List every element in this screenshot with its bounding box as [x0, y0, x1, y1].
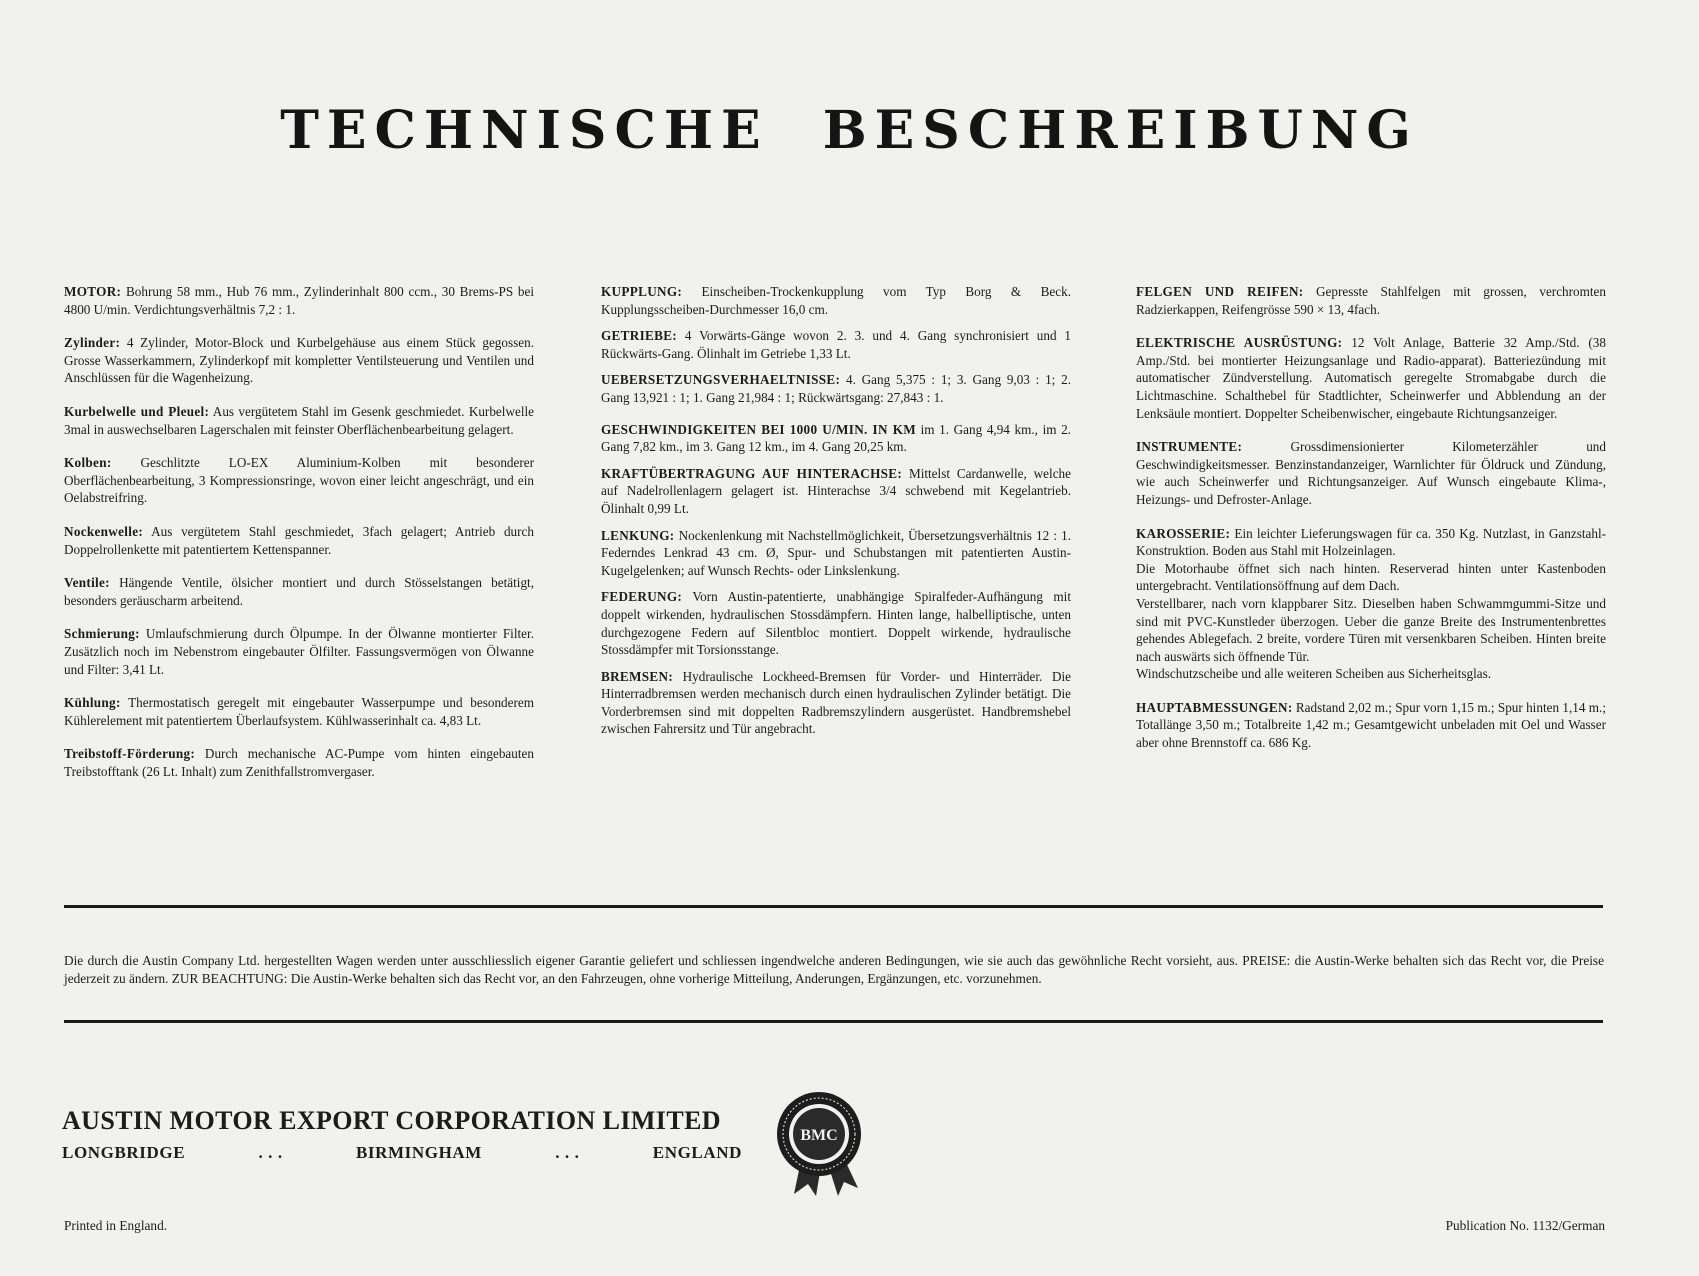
- spec-federung: [601, 588, 1071, 658]
- company-name: AUSTIN MOTOR EXPORT CORPORATION LIMITED: [62, 1106, 721, 1135]
- spec-text: Hängende Ventile, ölsicher montiert und durch Stösselstangen betätigt, besonders geräuscharm arbeitend.: [64, 575, 534, 608]
- spec-getriebe: [601, 327, 1071, 362]
- address-separator: . . .: [258, 1143, 283, 1162]
- spec-text: Hydraulische Lockheed-Bremsen für Vorder- und Hinterräder. Die Hinterradbremsen werden mechanisch durch einen hydraulischen Zylinder betätigt. Die Vorderbremsen sind mit doppelten Radbremszylindern ausgerüstet. Handbremshebel zwischen Fahrersitz und Tür angebracht.: [601, 668, 1071, 737]
- spec-text: Aus vergütetem Stahl im Gesenk geschmiedet. Kurbelwelle 3mal in auswechselbaren Lagerschalen mit feinster Oberflächenbearbeitung gelagert.: [64, 403, 534, 437]
- spec-geschwindigkeiten: [601, 421, 1071, 456]
- city-longbridge: LONGBRIDGE: [62, 1143, 186, 1162]
- spec-label: KAROSSERIE:: [1136, 525, 1231, 541]
- spec-kuehlung: [64, 694, 534, 729]
- spec-label: Nockenwelle:: [64, 523, 144, 539]
- spec-motor: [64, 283, 534, 318]
- spec-kolben: [64, 454, 534, 507]
- spec-label: Ventile:: [64, 575, 110, 591]
- spec-text: Vorn Austin-patentierte, unabhängige Spiralfeder-Aufhängung mit doppelt wirkenden, hydraulischen Stossdämpfern. Hinten lange, halbelliptische, unten durchgezogene Federn auf Silentbloc montiert. Doppelt wirkende, hydraulische Stossdämpfer mit Torsionsstange.: [601, 589, 1071, 658]
- spec-karosserie: [1136, 525, 1606, 683]
- spec-text: Nockenlenkung mit Nachstellmöglichkeit, Übersetzungsverhältnis 12 : 1. Federndes Lenkrad 43 cm. Ø, Spur- und Schubstangen mit patentierten Austin-Kugelgelenken; auf Wunsch Rechts- oder Linkslenkung.: [601, 527, 1071, 578]
- spec-kupplung: [601, 283, 1071, 318]
- spec-lenkung: [601, 527, 1071, 580]
- city-england: ENGLAND: [652, 1143, 742, 1162]
- spec-felgen: [1136, 283, 1606, 318]
- spec-text: Thermostatisch geregelt mit eingebauter Wasserpumpe und besonderem Kühlerelement mit patentiertem Überlaufsystem. Kühlwasserinhalt ca. 4,83 Lt.: [64, 695, 534, 728]
- spec-label: KRAFTÜBERTRAGUNG AUF HINTERACHSE:: [601, 465, 903, 481]
- spec-column-3: [1136, 283, 1606, 768]
- spec-text: Grossdimensionierter Kilometerzähler und Geschwindigkeitsmesser. Benzinstandanzeiger, Warnlichter für Öldruck und Zündung, wie auch Scheinwerfer und Richtungsanzeiger. Auf Wunsch eingebaute Klima-, Heizungs- und Defroster-Anlage.: [1136, 439, 1606, 507]
- spec-text: Geschlitzte LO-EX Aluminium-Kolben mit besonderer Oberflächenbearbeitung, 3 Kompressionsringe, wovon einer leicht angeschrägt, und ein Oelabstreifring.: [64, 455, 534, 506]
- company-address: [62, 1143, 742, 1163]
- spec-elektrik: [1136, 334, 1606, 422]
- spec-label: BREMSEN:: [601, 668, 674, 684]
- spec-zylinder: [64, 334, 534, 387]
- spec-label: KUPPLUNG:: [601, 284, 683, 299]
- spec-text: Radstand 2,02 m.; Spur vorn 1,15 m.; Spur hinten 1,14 m.; Totallänge 3,50 m.; Totalbreite 1,42 m.; Gesamtgewicht unbeladen mit Oel und Wasser aber ohne Brennstoff ca. 686 Kg.: [1136, 699, 1606, 751]
- spec-label: Kühlung:: [64, 695, 121, 711]
- spec-bremsen: [601, 668, 1071, 738]
- logo-text: BMC: [800, 1127, 838, 1144]
- spec-schmierung: [64, 625, 534, 678]
- page-title: TECHNISCHE BESCHREIBUNG: [280, 100, 1419, 161]
- spec-text: im 1. Gang 4,94 km., im 2. Gang 7,82 km., im 3. Gang 12 km., im 4. Gang 20,25 km.: [601, 421, 1071, 455]
- spec-label: FELGEN UND REIFEN:: [1136, 284, 1304, 299]
- spec-text: 4. Gang 5,375 : 1; 3. Gang 9,03 : 1; 2. Gang 13,921 : 1; 1. Gang 21,984 : 1; Rückwärtsgang: 27,843 : 1.: [601, 372, 1071, 405]
- spec-nockenwelle: [64, 523, 534, 558]
- spec-text: Mittelst Cardanwelle, welche auf Nadelrollenlagern gelagert ist. Hinterachse 3/4 schwebend mit Kegelantrieb. Ölinhalt 0,99 Lt.: [601, 465, 1071, 516]
- spec-label: Zylinder:: [64, 335, 121, 351]
- spec-label: INSTRUMENTE:: [1136, 439, 1243, 455]
- spec-text: 4 Vorwärts-Gänge wovon 2. 3. und 4. Gang synchronisiert und 1 Rückwärts-Gang. Ölinhalt im Getriebe 1,33 Lt.: [601, 328, 1071, 361]
- spec-label: GETRIEBE:: [601, 328, 677, 344]
- spec-ventile: [64, 574, 534, 609]
- spec-label: Treibstoff-Förderung:: [64, 746, 196, 762]
- spec-label: GESCHWINDIGKEITEN BEI 1000 U/MIN. IN KM: [601, 421, 917, 437]
- spec-label: FEDERUNG:: [601, 589, 683, 605]
- spec-label: Schmierung:: [64, 626, 140, 642]
- spec-text: Umlaufschmierung durch Ölpumpe. In der Ölwanne montierter Filter. Zusätzlich noch im Nebenstrom eingebauter Ölfilter. Fassungsvermögen von Ölwanne und Filter: 3,41 Lt.: [64, 626, 534, 677]
- spec-treibstoff: [64, 745, 534, 780]
- spec-kraftuebertragung: [601, 465, 1071, 518]
- spec-label: HAUPTABMESSUNGEN:: [1136, 699, 1293, 715]
- spec-label: Kolben:: [64, 455, 112, 471]
- spec-instrumente: [1136, 438, 1606, 508]
- spec-label: MOTOR:: [64, 284, 122, 299]
- spec-uebersetzung: [601, 371, 1071, 406]
- spec-kurbelwelle: [64, 403, 534, 438]
- spec-label: LENKUNG:: [601, 527, 675, 543]
- printed-note: Printed in England.: [64, 1218, 168, 1233]
- publication-number: Publication No. 1132/German: [1445, 1218, 1605, 1233]
- spec-column-1: [64, 283, 534, 796]
- divider-rule-bottom: [64, 1020, 1603, 1023]
- address-separator: . . .: [555, 1143, 580, 1162]
- city-birmingham: BIRMINGHAM: [355, 1143, 482, 1162]
- bmc-rosette-logo: [764, 1086, 874, 1198]
- spec-text: 12 Volt Anlage, Batterie 32 Amp./Std. (38 Amp./Std. bei montierter Heizungsanlage und Radio-apparat). Batteriezündung mit automatischer Zündverstellung. Automatisch geregelte Stromabgabe durch die Lichtmaschine. Schalthebel für Stadtlichter, Scheinwerfer und Abblendung an der Lenksäule montiert. Doppelter Scheibenwischer, eingebaute Richtungsanzeiger.: [1136, 335, 1606, 421]
- spec-text: Einscheiben-Trockenkupplung vom Typ Borg & Beck. Kupplungsscheiben-Durchmesser 16,0 cm.: [601, 284, 1071, 317]
- divider-rule-top: [64, 905, 1603, 908]
- spec-hauptabmessungen: [1136, 699, 1606, 752]
- spec-label: Kurbelwelle und Pleuel:: [64, 403, 210, 419]
- spec-text: Gepresste Stahlfelgen mit grossen, verchromten Radzierkappen, Reifengrösse 590 × 13, 4fach.: [1136, 284, 1606, 317]
- disclaimer-text: Die durch die Austin Company Ltd. hergestellten Wagen werden unter ausschliesslich eigener Garantie geliefert und schliessen ingendwelche anderen Bedingungen, wie sie auch das gewöhnliche Recht vorsieht, aus. PREISE: die Austin-Werke behalten sich das Recht vor, die Preise jederzeit zu ändern. ZUR BEACHTUNG: Die Austin-Werke behalten sich das Recht vor, an den Fahrzeugen, ohne vorherige Mitteilung, Anderungen, Ergänzungen, etc. vorzunehmen.: [64, 953, 1604, 986]
- spec-text: Aus vergütetem Stahl geschmiedet, 3fach gelagert; Antrieb durch Doppelrollenkette mit patentiertem Kettenspanner.: [64, 523, 534, 557]
- spec-text: 4 Zylinder, Motor-Block und Kurbelgehäuse aus einem Stück gegossen. Grosse Wasserkammern, Zylinderkopf mit kompletter Ventilsteuerung und Ventilen und Anschlüssen für die Wagenheizung.: [64, 335, 534, 386]
- spec-text: Bohrung 58 mm., Hub 76 mm., Zylinderinhalt 800 ccm., 30 Brems-PS bei 4800 U/min. Verdichtungsverhältnis 7,2 : 1.: [64, 284, 534, 317]
- spec-label: UEBERSETZUNGSVERHAELTNISSE:: [601, 372, 841, 388]
- spec-text: Ein leichter Lieferungswagen für ca. 350 Kg. Nutzlast, in Ganzstahl-Konstruktion. Boden aus Stahl mit Holzeinlagen. Die Motorhaube öffnet sich nach hinten. Reserverad hinten unter Kastenboden untergebracht. Ventilationsöffnung auf dem Dach. Verstellbarer, nach vorn klappbarer Sitz. Dieselben haben Schwammgummi-Sitze und sind mit PVC-Kunstleder überzogen. Ueber die ganze Breite des Instrumentenbrettes gehendes Ablegefach. 2 breite, vordere Türen mit versenkbaren Scheiben. Hinten breite nach auswärts sich öffnende Tür. Windschutzscheibe und alle weiteren Scheiben aus Sicherheitsglas.: [1136, 525, 1606, 682]
- spec-text: Durch mechanische AC-Pumpe vom hinten eingebauten Treibstofftank (26 Lt. Inhalt) zum Zenithfallstromvergaser.: [64, 746, 534, 779]
- spec-label: ELEKTRISCHE AUSRÜSTUNG:: [1136, 335, 1343, 351]
- spec-column-2: [601, 283, 1071, 747]
